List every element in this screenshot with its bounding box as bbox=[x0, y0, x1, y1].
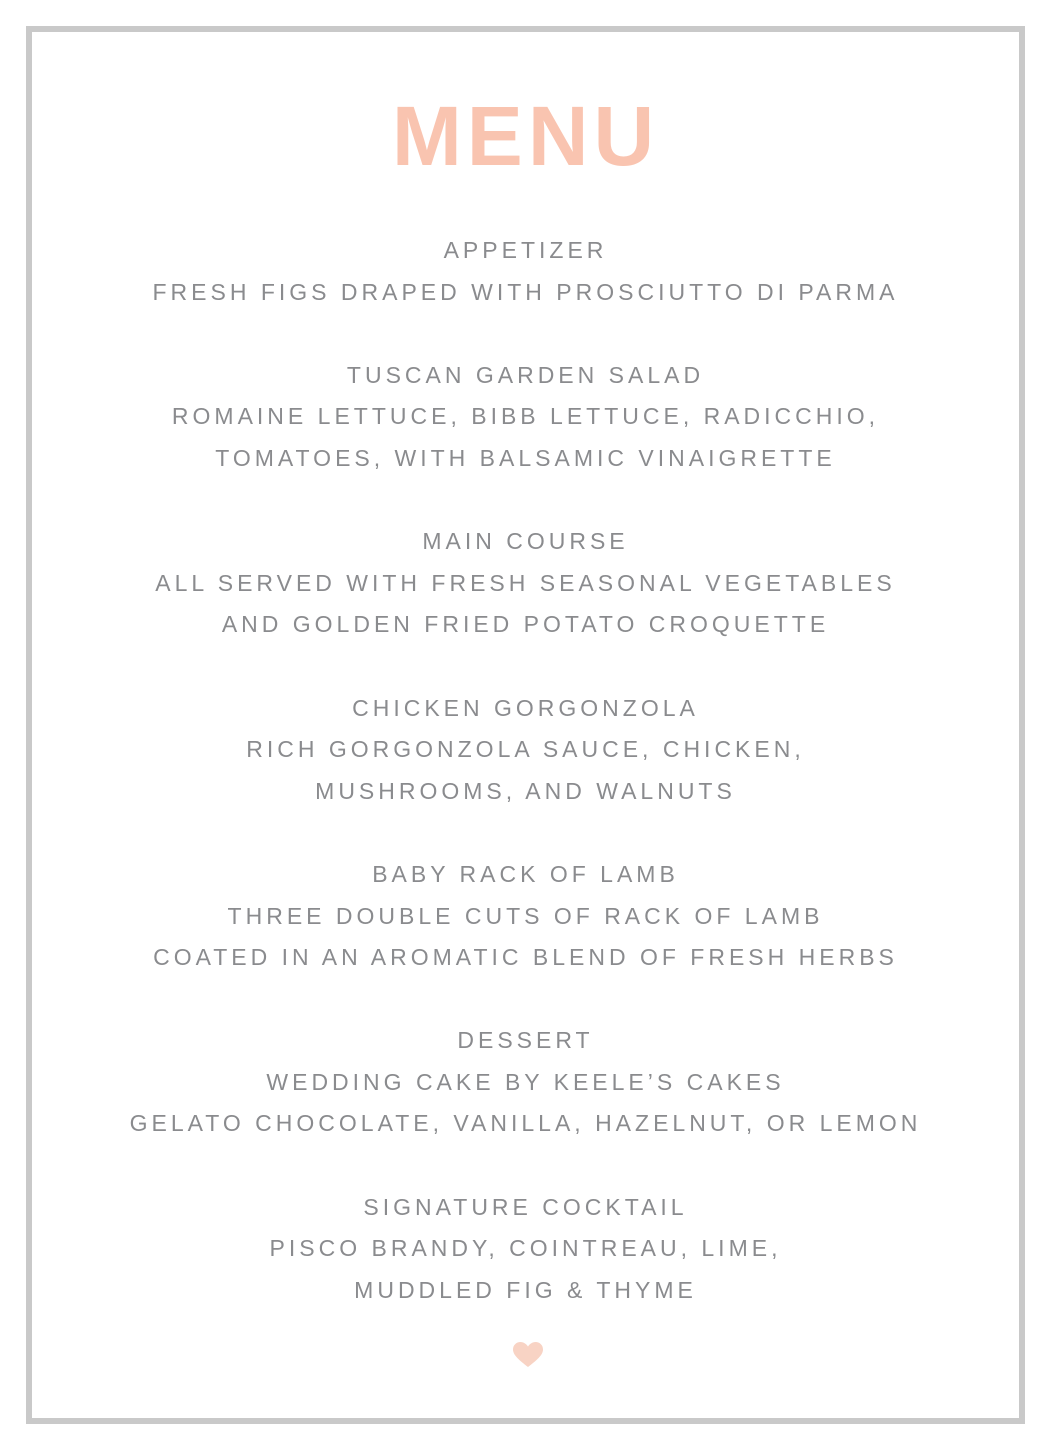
section-main-course bbox=[32, 521, 1019, 646]
section-dessert bbox=[32, 1020, 1019, 1145]
section-line: COATED IN AN AROMATIC BLEND OF FRESH HERBS bbox=[153, 944, 898, 971]
section-line: ALL SERVED WITH FRESH SEASONAL VEGETABLES bbox=[155, 569, 896, 596]
menu-card bbox=[26, 26, 1025, 1424]
section-line: PISCO BRANDY, COINTREAU, LIME, bbox=[269, 1235, 782, 1262]
section-heading: CHICKEN GORGONZOLA bbox=[352, 694, 699, 721]
section-tuscan-garden-salad bbox=[32, 355, 1019, 480]
section-signature-cocktail bbox=[32, 1187, 1019, 1312]
section-heading: TUSCAN GARDEN SALAD bbox=[346, 361, 705, 388]
section-line: GELATO CHOCOLATE, VANILLA, HAZELNUT, OR LEMON bbox=[129, 1110, 922, 1137]
section-chicken-gorgonzola bbox=[32, 688, 1019, 813]
section-appetizer bbox=[32, 230, 1019, 313]
section-line: MUDDLED FIG & THYME bbox=[354, 1276, 697, 1303]
section-line: MUSHROOMS, AND WALNUTS bbox=[315, 777, 736, 804]
section-line: FRESH FIGS DRAPED WITH PROSCIUTTO DI PARMA bbox=[152, 278, 899, 305]
section-baby-rack-of-lamb bbox=[32, 854, 1019, 979]
section-heading: DESSERT bbox=[457, 1027, 594, 1054]
heart-icon bbox=[513, 1342, 543, 1368]
menu-body bbox=[32, 230, 1019, 1353]
section-line: THREE DOUBLE CUTS OF RACK OF LAMB bbox=[227, 902, 824, 929]
section-heading: BABY RACK OF LAMB bbox=[372, 860, 679, 887]
section-line: ROMAINE LETTUCE, BIBB LETTUCE, RADICCHIO, bbox=[171, 403, 880, 430]
section-line: RICH GORGONZOLA SAUCE, CHICKEN, bbox=[246, 736, 805, 763]
section-heading: SIGNATURE COCKTAIL bbox=[363, 1193, 688, 1220]
section-heading: APPETIZER bbox=[443, 237, 608, 263]
section-heading: MAIN COURSE bbox=[422, 528, 629, 555]
menu-title: MENU bbox=[391, 89, 660, 183]
section-line: AND GOLDEN FRIED POTATO CROQUETTE bbox=[221, 611, 830, 638]
section-line: TOMATOES, WITH BALSAMIC VINAIGRETTE bbox=[215, 444, 836, 471]
section-line: WEDDING CAKE BY KEELE’S CAKES bbox=[266, 1068, 785, 1095]
